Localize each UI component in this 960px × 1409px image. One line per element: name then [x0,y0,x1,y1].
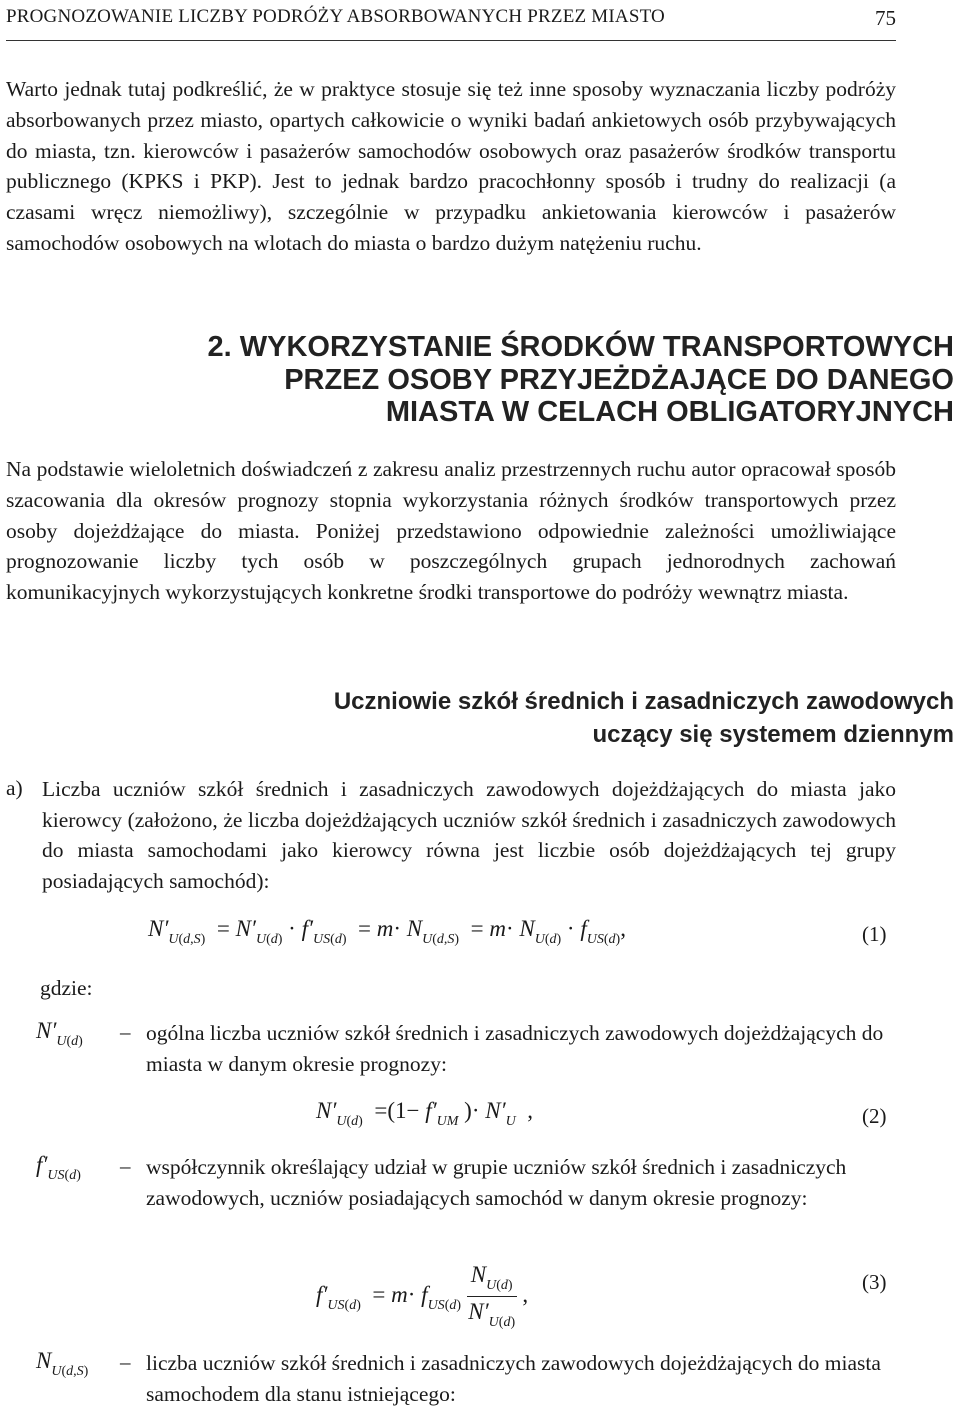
definition-1-dash: – [120,1020,131,1044]
fraction-n-over-n-prime: $\frac{N_{U(d)}}{N'_{U(d)}}$ [468,1262,516,1330]
definition-3-dash: – [120,1350,131,1374]
definition-2-dash: – [120,1154,131,1178]
symbol-f-prime-us-d: $f'_{US(d)}$ [36,1152,81,1183]
body-paragraph-1: Warto jednak tutaj podkreślić, że w praktyce stosuje się też inne sposoby wyznaczania liczby podróży absorbowanych przez miasto, opartych całkowicie o wyniki badań ankietowych osób przybywających do miasta, tzn. kierowców i pasażerów samochodów osobowych oraz pasażerów środków transportu publicznego (KPKS i PKP). Jest to jednak bardzo pracochłonny sposób i trudny do realizacji (a czasami wręcz niemożliwy), szczególnie w przypadku ankietowania kierowców i pasażerów samochodów osobowych na wlotach do miasta o bardzo dużym natężeniu ruchu. [6,77,896,255]
item-a-label: a) [6,776,23,800]
symbol-n-u-d-s: $N_{U(d,S)}$ [36,1348,89,1379]
equation-3: $f'_{US(d)} = m\cdot f_{US(d)}$ $\frac{N_{U(d)}}{N'_{U(d)}}$ , [316,1262,529,1330]
subheading-line-2: uczący się systemem dziennym [592,720,954,748]
subheading-line-1: Uczniowie szkół średnich i zasadniczych zawodowych [333,688,954,715]
page-number: 75 [875,6,896,30]
section-heading-line-2: PRZEZ OSOBY PRZYJEŻDŻAJĄCE DO DANEGO [284,363,954,396]
section-heading-line-1: 2. WYKORZYSTANIE ŚRODKÓW TRANSPORTOWYCH [207,331,954,363]
symbol-n-prime-u-d: $N'_{U(d)}$ [36,1018,83,1049]
running-header: PROGNOZOWANIE LICZBY PODRÓŻY ABSORBOWANYCH PRZEZ MIASTO [6,6,665,27]
equation-2-number: (2) [862,1104,887,1128]
header-rule [6,40,896,41]
subheading [134,686,954,751]
body-paragraph-2: Na podstawie wieloletnich doświadczeń z zakresu analiz przestrzennych ruchu autor opracował sposób szacowania dla okresów prognozy stopnia wykorzystania różnych środków transportowych przez osoby dojeżdżające do miasta. Poniżej przedstawiono odpowiednie zależności umożliwiające prognozowanie liczby tych osób w poszczególnych grupach jednorodnych zachowań komunikacyjnych wykorzystujących konkretne środki transportowe do podróży wewnątrz miasta. [6,457,896,605]
section-heading [134,331,954,429]
equation-3-number: (3) [862,1270,887,1294]
equation-1: $N'_{U(d,S)} = N'_{U(d)} \cdot f'_{US(d)} = m\cdot N_{U(d,S)} = m\cdot N_{U(d)} \cdot f_{US(d)}$, [148,916,626,947]
definition-1-text: ogólna liczba uczniów szkół średnich i zasadniczych zawodowych dojeżdżających do miasta w danym okresie prognozy: [146,1021,884,1076]
item-a-text: Liczba uczniów szkół średnich i zasadniczych zawodowych dojeżdżających do miasta jako kierowcy (założono, że liczba dojeżdżających uczniów szkół średnich i zasadniczych zawodowych do miasta samochodami jako kierowcy równa jest liczbie osób dojeżdżających tej grupy posiadających samochód): [42,777,896,893]
equation-2: $N'_{U(d)} =(1- f'_{UM}$ )· $N'_U$ , [316,1098,533,1129]
definition-3-text: liczba uczniów szkół średnich i zasadniczych zawodowych dojeżdżających do miasta samochodem dla stanu istniejącego: [146,1351,881,1406]
section-heading-line-3: MIASTA W CELACH OBLIGATORYJNYCH [385,396,954,428]
definition-2-text: współczynnik określający udział w grupie uczniów szkół średnich i zasadniczych zawodowych, uczniów posiadających samochód w danym okresie prognozy: [146,1155,847,1210]
where-label: gdzie: [40,976,93,1000]
equation-1-number: (1) [862,922,887,946]
